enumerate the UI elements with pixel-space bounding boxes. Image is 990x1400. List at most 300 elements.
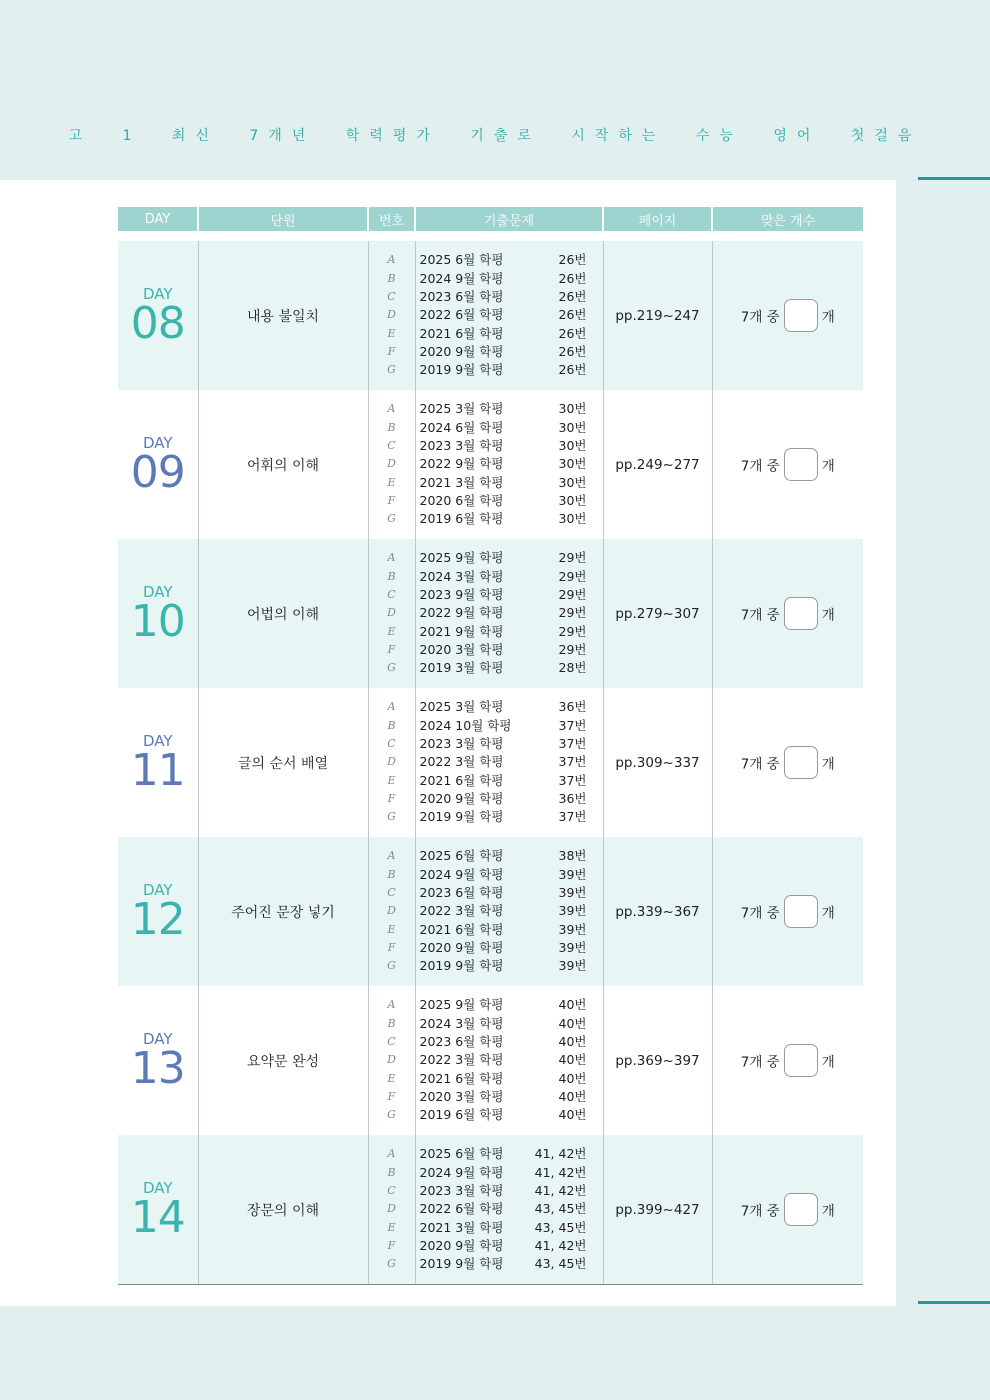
item-letter: C — [387, 1184, 396, 1198]
exam-question-number: 30번 — [558, 456, 587, 472]
exam-item — [420, 717, 587, 735]
item-letter: A — [387, 1147, 396, 1161]
exam-name: 2023 6월 학평 — [419, 885, 504, 901]
exam-cell — [415, 390, 603, 539]
running-header: 고 1 최신 7개년 학력평가 기출로 시작하는 수능 영어 첫걸음 — [68, 128, 922, 144]
header-page: 페이지 — [603, 207, 712, 231]
exam-list — [416, 251, 603, 379]
content-sheet — [0, 180, 896, 1306]
exam-question-number: 28번 — [558, 660, 587, 676]
exam-name: 2020 3월 학평 — [419, 641, 504, 657]
exam-name: 2022 3월 학평 — [419, 754, 504, 770]
unit-name: 어휘의 이해 — [198, 390, 368, 539]
exam-item — [420, 996, 587, 1014]
item-letters — [369, 996, 415, 1124]
exam-item — [420, 306, 587, 324]
exam-question-number: 26번 — [558, 270, 587, 286]
exam-name: 2024 9월 학평 — [419, 866, 504, 882]
exam-question-number: 39번 — [558, 939, 587, 955]
item-letter: F — [387, 642, 396, 656]
exam-name: 2023 6월 학평 — [419, 289, 504, 305]
exam-item — [420, 957, 587, 975]
day-number: 11 — [130, 744, 185, 796]
exam-name: 2021 6월 학평 — [419, 921, 504, 937]
exam-name: 2023 9월 학평 — [419, 587, 504, 603]
exam-name: 2022 6월 학평 — [419, 1201, 504, 1217]
item-letters — [369, 400, 415, 528]
exam-question-number: 40번 — [558, 1034, 587, 1050]
item-letter: G — [387, 512, 396, 526]
item-letter: D — [387, 1053, 396, 1067]
exam-name: 2025 9월 학평 — [419, 997, 504, 1013]
exam-name: 2022 6월 학평 — [419, 307, 504, 323]
exam-item — [420, 604, 587, 622]
unit-name: 글의 순서 배열 — [198, 688, 368, 837]
exam-question-number: 40번 — [558, 1070, 587, 1086]
page-range: pp.309~337 — [603, 688, 712, 837]
day-cell — [118, 241, 198, 390]
exam-item — [420, 659, 587, 677]
exam-question-number: 29번 — [558, 605, 587, 621]
day-cell — [118, 837, 198, 986]
exam-question-number: 26번 — [558, 362, 587, 378]
exam-question-number: 38번 — [558, 848, 587, 864]
day-label: DAY — [142, 433, 173, 452]
exam-item — [420, 251, 587, 269]
item-letter: E — [387, 1220, 396, 1234]
day-cell — [118, 539, 198, 688]
item-letter: A — [387, 551, 396, 565]
score-suffix: 개 — [821, 1203, 835, 1220]
exam-question-number: 41, 42번 — [534, 1237, 587, 1253]
exam-cell — [415, 241, 603, 390]
letter-cell — [368, 986, 415, 1135]
exam-item — [420, 474, 587, 492]
item-letter: E — [387, 922, 396, 936]
exam-item — [420, 1015, 587, 1033]
exam-question-number: 39번 — [558, 903, 587, 919]
exam-name: 2022 9월 학평 — [419, 605, 504, 621]
exam-item — [420, 902, 587, 920]
exam-name: 2019 9월 학평 — [419, 1256, 504, 1272]
score-prefix: 7개 중 — [740, 309, 780, 326]
exam-cell — [415, 539, 603, 688]
exam-question-number: 36번 — [558, 699, 587, 715]
item-letter: A — [387, 402, 396, 416]
exam-item — [420, 1182, 587, 1200]
exam-name: 2024 10월 학평 — [419, 717, 512, 733]
exam-question-number: 26번 — [558, 289, 587, 305]
exam-item — [420, 866, 587, 884]
page-range: pp.369~397 — [603, 986, 712, 1135]
item-letter: C — [387, 737, 396, 751]
exam-name: 2022 9월 학평 — [419, 456, 504, 472]
exam-item — [420, 921, 587, 939]
day-cell — [118, 1135, 198, 1285]
study-schedule-table — [118, 207, 863, 1285]
item-letter: B — [387, 569, 396, 583]
exam-cell — [415, 688, 603, 837]
exam-item — [420, 586, 587, 604]
exam-item — [420, 1088, 587, 1106]
exam-name: 2025 3월 학평 — [419, 699, 504, 715]
exam-list — [416, 996, 603, 1124]
day-label: DAY — [142, 1029, 173, 1048]
header-number: 번호 — [368, 207, 415, 231]
exam-name: 2021 3월 학평 — [419, 1219, 504, 1235]
exam-item — [420, 1106, 587, 1124]
exam-question-number: 37번 — [558, 717, 587, 733]
item-letter: G — [387, 959, 396, 973]
exam-item — [420, 492, 587, 510]
item-letter: A — [387, 700, 396, 714]
exam-item — [420, 510, 587, 528]
table-row — [118, 837, 863, 986]
exam-item — [420, 735, 587, 753]
letter-cell — [368, 390, 415, 539]
day-number: 14 — [130, 1191, 185, 1243]
exam-question-number: 29번 — [558, 550, 587, 566]
score-suffix: 개 — [821, 458, 835, 475]
exam-name: 2024 3월 학평 — [419, 1015, 504, 1031]
score-cell — [712, 390, 863, 539]
item-letter: G — [387, 810, 396, 824]
exam-name: 2021 6월 학평 — [419, 325, 504, 341]
day-label: DAY — [142, 582, 173, 601]
item-letter: G — [387, 661, 396, 675]
exam-list — [416, 847, 603, 975]
score-input-box[interactable] — [784, 448, 818, 481]
score-prefix: 7개 중 — [740, 905, 780, 922]
exam-name: 2019 9월 학평 — [419, 362, 504, 378]
table-row — [118, 688, 863, 837]
item-letters — [369, 1145, 415, 1273]
exam-item — [420, 772, 587, 790]
exam-item — [420, 1070, 587, 1088]
score-cell — [712, 837, 863, 986]
exam-name: 2020 3월 학평 — [419, 1088, 504, 1104]
score-cell — [712, 688, 863, 837]
exam-list — [416, 1145, 603, 1273]
exam-question-number: 40번 — [558, 1088, 587, 1104]
exam-question-number: 29번 — [558, 568, 587, 584]
score-input-box[interactable] — [784, 299, 818, 332]
table-row — [118, 1135, 863, 1285]
exam-item — [420, 1145, 587, 1163]
exam-name: 2022 3월 학평 — [419, 903, 504, 919]
item-letter: B — [387, 271, 396, 285]
unit-name: 내용 불일치 — [198, 241, 368, 390]
score-cell — [712, 1135, 863, 1285]
exam-cell — [415, 837, 603, 986]
score-suffix: 개 — [821, 905, 835, 922]
exam-name: 2021 6월 학평 — [419, 1070, 504, 1086]
item-letter: E — [387, 773, 396, 787]
item-letter: A — [387, 998, 396, 1012]
exam-name: 2021 9월 학평 — [419, 623, 504, 639]
item-letter: A — [387, 849, 396, 863]
exam-question-number: 43, 45번 — [534, 1219, 587, 1235]
score-prefix: 7개 중 — [740, 458, 780, 475]
header-day: DAY — [118, 207, 198, 231]
exam-question-number: 30번 — [558, 401, 587, 417]
item-letter: B — [387, 1165, 396, 1179]
item-letter: D — [387, 904, 396, 918]
exam-question-number: 39번 — [558, 866, 587, 882]
exam-name: 2019 9월 학평 — [419, 958, 504, 974]
page-range: pp.399~427 — [603, 1135, 712, 1285]
exam-question-number: 30번 — [558, 492, 587, 508]
edge-tab-top — [918, 177, 990, 180]
exam-item — [420, 753, 587, 771]
item-letter: C — [387, 290, 396, 304]
exam-name: 2020 9월 학평 — [419, 939, 504, 955]
exam-question-number: 37번 — [558, 736, 587, 752]
item-letters — [369, 847, 415, 975]
unit-name: 요약문 완성 — [198, 986, 368, 1135]
item-letters — [369, 549, 415, 677]
exam-question-number: 43, 45번 — [534, 1201, 587, 1217]
exam-item — [420, 343, 587, 361]
exam-question-number: 29번 — [558, 623, 587, 639]
item-letter: D — [387, 606, 396, 620]
day-cell — [118, 986, 198, 1135]
item-letter: D — [387, 308, 396, 322]
exam-list — [416, 549, 603, 677]
letter-cell — [368, 837, 415, 986]
exam-name: 2021 3월 학평 — [419, 474, 504, 490]
item-letter: F — [387, 1238, 396, 1252]
item-letter: G — [387, 1257, 396, 1271]
exam-item — [420, 325, 587, 343]
exam-item — [420, 568, 587, 586]
exam-question-number: 37번 — [558, 772, 587, 788]
day-label: DAY — [142, 880, 173, 899]
item-letter: D — [387, 755, 396, 769]
item-letter: F — [387, 493, 396, 507]
exam-question-number: 30번 — [558, 474, 587, 490]
day-number: 10 — [130, 595, 185, 647]
item-letter: E — [387, 475, 396, 489]
exam-question-number: 39번 — [558, 921, 587, 937]
score-prefix: 7개 중 — [740, 1203, 780, 1220]
exam-item — [420, 361, 587, 379]
table-row — [118, 390, 863, 539]
table-row — [118, 241, 863, 390]
day-cell — [118, 390, 198, 539]
score-suffix: 개 — [821, 756, 835, 773]
exam-question-number: 30번 — [558, 511, 587, 527]
score-input-box[interactable] — [784, 597, 818, 630]
exam-question-number: 26번 — [558, 325, 587, 341]
item-letter: E — [387, 1071, 396, 1085]
exam-question-number: 43, 45번 — [534, 1256, 587, 1272]
exam-name: 2020 9월 학평 — [419, 1237, 504, 1253]
table-header-row — [118, 207, 863, 231]
score-input-box[interactable] — [784, 895, 818, 928]
exam-question-number: 40번 — [558, 1015, 587, 1031]
exam-name: 2019 9월 학평 — [419, 809, 504, 825]
exam-item — [420, 455, 587, 473]
letter-cell — [368, 1135, 415, 1285]
exam-cell — [415, 986, 603, 1135]
exam-name: 2023 3월 학평 — [419, 438, 504, 454]
exam-name: 2024 9월 학평 — [419, 270, 504, 286]
exam-question-number: 37번 — [558, 809, 587, 825]
item-letter: C — [387, 439, 396, 453]
exam-name: 2021 6월 학평 — [419, 772, 504, 788]
exam-item — [420, 698, 587, 716]
item-letter: B — [387, 867, 396, 881]
exam-item — [420, 288, 587, 306]
header-unit: 단원 — [198, 207, 368, 231]
exam-question-number: 30번 — [558, 438, 587, 454]
unit-name: 어법의 이해 — [198, 539, 368, 688]
item-letter: E — [387, 624, 396, 638]
unit-name: 주어진 문장 넣기 — [198, 837, 368, 986]
score-cell — [712, 539, 863, 688]
exam-name: 2023 6월 학평 — [419, 1034, 504, 1050]
exam-item — [420, 884, 587, 902]
day-number: 08 — [130, 297, 185, 349]
exam-cell — [415, 1135, 603, 1285]
page-range: pp.219~247 — [603, 241, 712, 390]
header-exam: 기출문제 — [415, 207, 603, 231]
exam-name: 2019 6월 학평 — [419, 1107, 504, 1123]
letter-cell — [368, 688, 415, 837]
exam-question-number: 30번 — [558, 419, 587, 435]
exam-question-number: 37번 — [558, 754, 587, 770]
exam-question-number: 26번 — [558, 307, 587, 323]
item-letter: F — [387, 1089, 396, 1103]
exam-question-number: 41, 42번 — [534, 1146, 587, 1162]
exam-question-number: 39번 — [558, 885, 587, 901]
item-letter: D — [387, 457, 396, 471]
item-letter: F — [387, 344, 396, 358]
item-letters — [369, 698, 415, 826]
exam-item — [420, 419, 587, 437]
exam-name: 2025 3월 학평 — [419, 401, 504, 417]
score-input-box[interactable] — [784, 746, 818, 779]
score-prefix: 7개 중 — [740, 1054, 780, 1071]
exam-item — [420, 790, 587, 808]
exam-question-number: 40번 — [558, 1052, 587, 1068]
score-prefix: 7개 중 — [740, 756, 780, 773]
exam-name: 2023 3월 학평 — [419, 736, 504, 752]
exam-question-number: 26번 — [558, 252, 587, 268]
item-letter: E — [387, 326, 396, 340]
unit-name: 장문의 이해 — [198, 1135, 368, 1285]
exam-question-number: 41, 42번 — [534, 1164, 587, 1180]
exam-item — [420, 641, 587, 659]
item-letter: G — [387, 1108, 396, 1122]
item-letter: C — [387, 886, 396, 900]
item-letter: B — [387, 718, 396, 732]
day-number: 13 — [130, 1042, 185, 1094]
exam-item — [420, 623, 587, 641]
score-input-box[interactable] — [784, 1044, 818, 1077]
edge-tab-bottom — [918, 1301, 990, 1304]
exam-name: 2019 6월 학평 — [419, 511, 504, 527]
exam-question-number: 39번 — [558, 958, 587, 974]
letter-cell — [368, 539, 415, 688]
exam-name: 2025 9월 학평 — [419, 550, 504, 566]
item-letter: B — [387, 1016, 396, 1030]
exam-question-number: 40번 — [558, 997, 587, 1013]
header-score: 맞은 개수 — [712, 207, 863, 231]
exam-name: 2024 3월 학평 — [419, 568, 504, 584]
day-label: DAY — [142, 731, 173, 750]
exam-item — [420, 1255, 587, 1273]
exam-name: 2025 6월 학평 — [419, 848, 504, 864]
exam-item — [420, 1200, 587, 1218]
day-number: 09 — [130, 446, 185, 498]
exam-list — [416, 698, 603, 826]
item-letter: B — [387, 420, 396, 434]
exam-item — [420, 808, 587, 826]
exam-name: 2020 6월 학평 — [419, 492, 504, 508]
exam-question-number: 41, 42번 — [534, 1183, 587, 1199]
exam-question-number: 29번 — [558, 641, 587, 657]
item-letter: C — [387, 1035, 396, 1049]
exam-name: 2025 6월 학평 — [419, 252, 504, 268]
item-letter: C — [387, 588, 396, 602]
exam-name: 2023 3월 학평 — [419, 1183, 504, 1199]
day-cell — [118, 688, 198, 837]
item-letter: G — [387, 363, 396, 377]
score-suffix: 개 — [821, 1054, 835, 1071]
score-suffix: 개 — [821, 607, 835, 624]
exam-name: 2025 6월 학평 — [419, 1146, 504, 1162]
exam-item — [420, 1164, 587, 1182]
day-number: 12 — [130, 893, 185, 945]
exam-item — [420, 939, 587, 957]
score-prefix: 7개 중 — [740, 607, 780, 624]
exam-question-number: 26번 — [558, 343, 587, 359]
exam-list — [416, 400, 603, 528]
exam-item — [420, 437, 587, 455]
exam-name: 2020 9월 학평 — [419, 343, 504, 359]
exam-item — [420, 1237, 587, 1255]
item-letter: F — [387, 940, 396, 954]
score-suffix: 개 — [821, 309, 835, 326]
exam-name: 2022 3월 학평 — [419, 1052, 504, 1068]
item-letters — [369, 251, 415, 379]
score-input-box[interactable] — [784, 1193, 818, 1226]
page-range: pp.339~367 — [603, 837, 712, 986]
exam-question-number: 40번 — [558, 1107, 587, 1123]
exam-question-number: 29번 — [558, 587, 587, 603]
score-cell — [712, 241, 863, 390]
letter-cell — [368, 241, 415, 390]
exam-item — [420, 270, 587, 288]
exam-item — [420, 1051, 587, 1069]
exam-item — [420, 1033, 587, 1051]
page-range: pp.249~277 — [603, 390, 712, 539]
exam-item — [420, 1219, 587, 1237]
exam-name: 2019 3월 학평 — [419, 660, 504, 676]
header-spacer — [118, 231, 863, 241]
day-label: DAY — [142, 1178, 173, 1197]
day-label: DAY — [142, 284, 173, 303]
score-cell — [712, 986, 863, 1135]
exam-name: 2024 6월 학평 — [419, 419, 504, 435]
item-letter: F — [387, 791, 396, 805]
item-letter: A — [387, 253, 396, 267]
exam-item — [420, 549, 587, 567]
exam-question-number: 36번 — [558, 790, 587, 806]
exam-item — [420, 847, 587, 865]
